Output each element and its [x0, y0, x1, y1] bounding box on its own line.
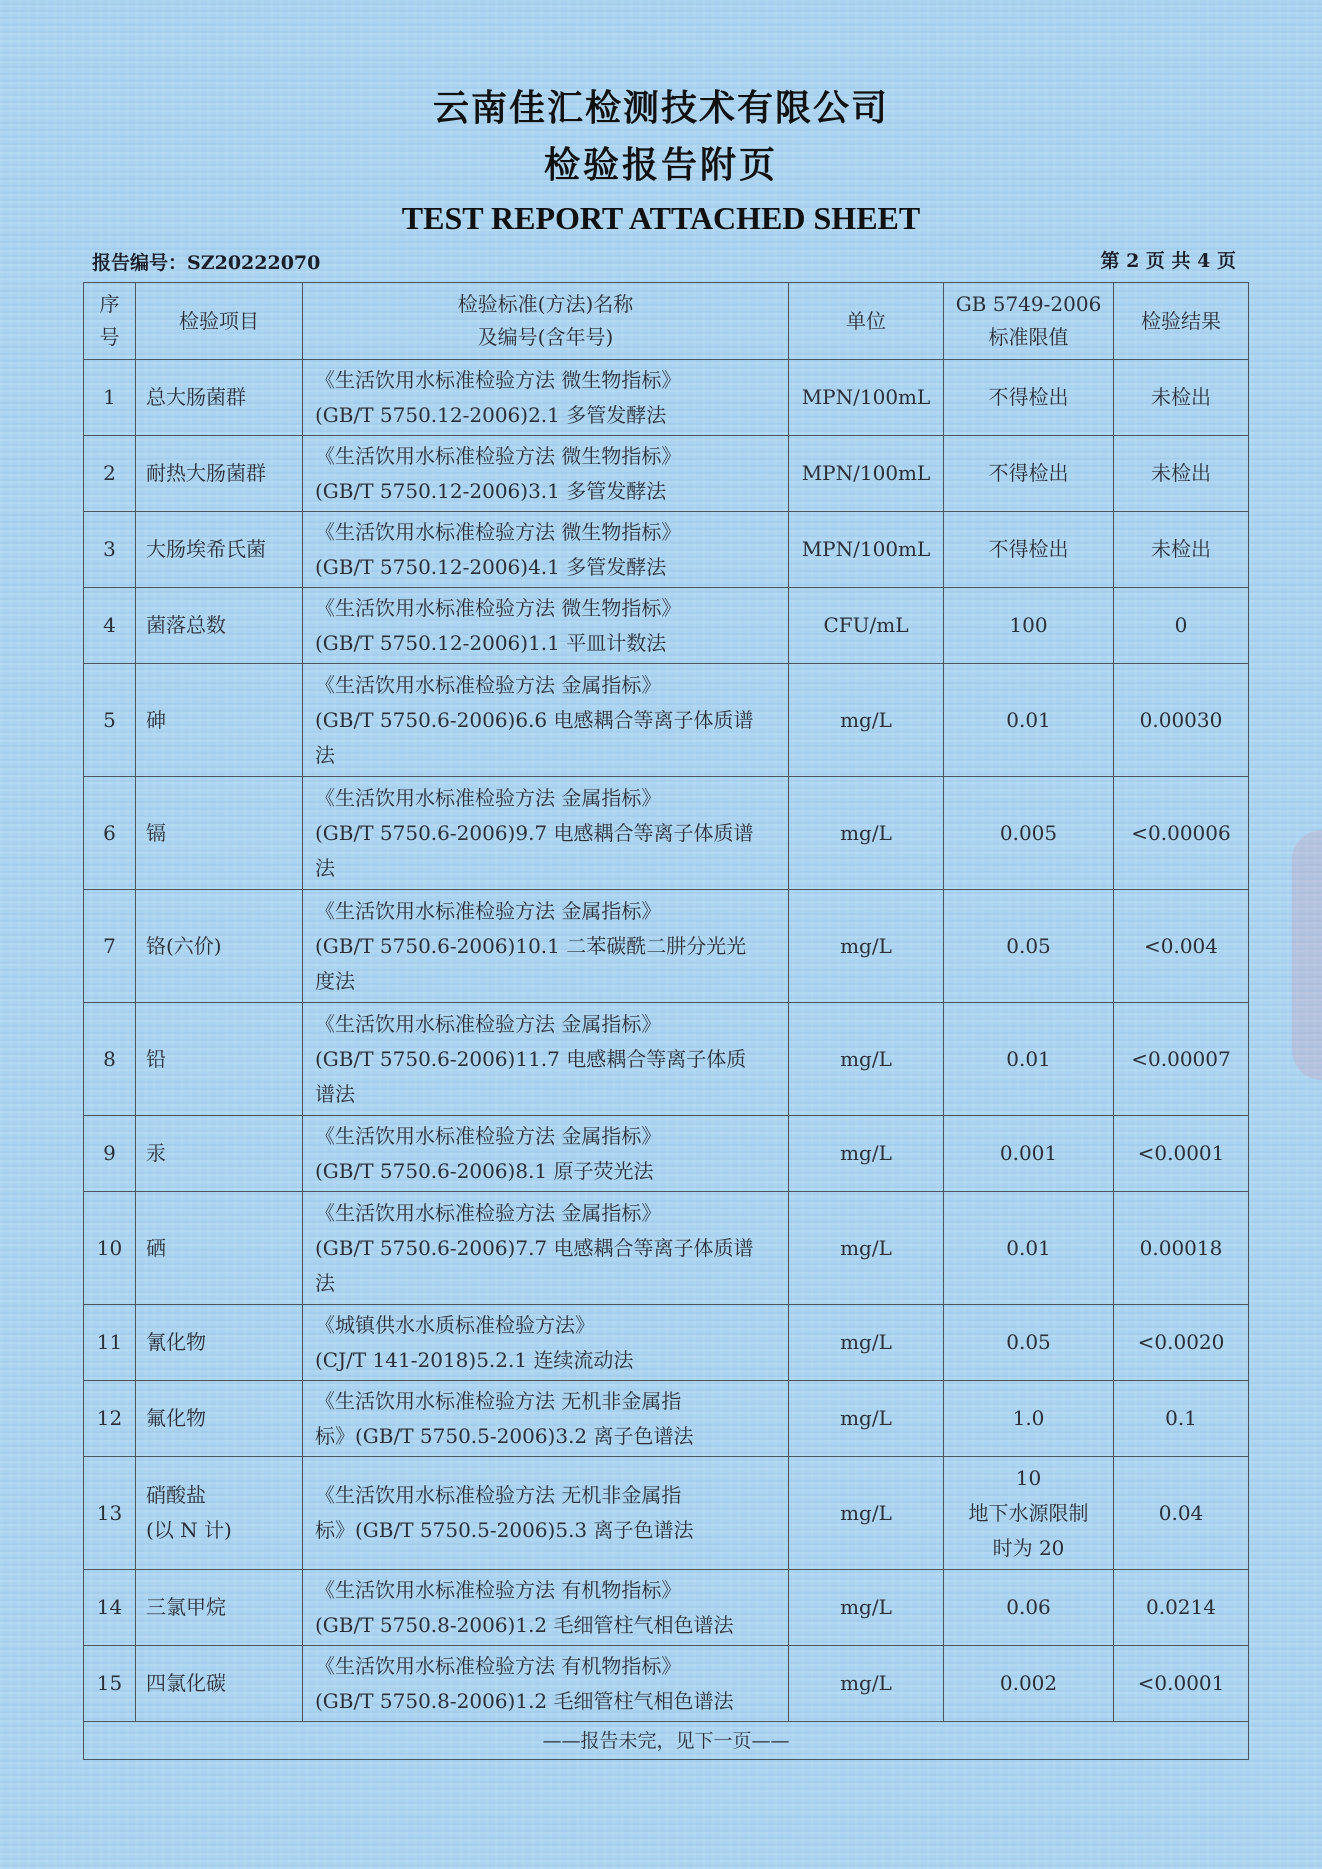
row-no: 11: [84, 1305, 136, 1381]
row-item: 三氯甲烷: [136, 1570, 303, 1646]
header-unit: 单位: [789, 283, 944, 360]
row-item: 氟化物: [136, 1381, 303, 1457]
row-item: 总大肠菌群: [136, 360, 303, 436]
table-row: [84, 1003, 1249, 1116]
row-no: 10: [84, 1192, 136, 1305]
header-no: 序 号: [84, 283, 136, 360]
row-result: <0.00006: [1114, 777, 1249, 890]
table-row: [84, 1570, 1249, 1646]
table-row: [84, 777, 1249, 890]
row-standard: 《生活饮用水标准检验方法 无机非金属指 标》(GB/T 5750.5-2006)5.3 离子色谱法: [303, 1457, 789, 1570]
row-standard: 《生活饮用水标准检验方法 金属指标》 (GB/T 5750.6-2006)11.7 电感耦合等离子体质 谱法: [303, 1003, 789, 1116]
row-no: 6: [84, 777, 136, 890]
page-title: 检验报告附页: [543, 144, 778, 186]
row-limit: 不得检出: [944, 360, 1114, 436]
page-indicator: 第 2 页 共 4 页: [1100, 250, 1236, 272]
table-row: [84, 1381, 1249, 1457]
row-standard: 《生活饮用水标准检验方法 微生物指标》 (GB/T 5750.12-2006)4.1 多管发酵法: [303, 512, 789, 588]
row-standard: 《城镇供水水质标准检验方法》 (CJ/T 141-2018)5.2.1 连续流动法: [303, 1305, 789, 1381]
row-item: 菌落总数: [136, 588, 303, 664]
row-result: 0.00030: [1114, 664, 1249, 777]
seal-stamp: [1292, 830, 1322, 1080]
row-unit: mg/L: [789, 1305, 944, 1381]
row-no: 12: [84, 1381, 136, 1457]
table-row: [84, 1646, 1249, 1722]
row-no: 15: [84, 1646, 136, 1722]
row-item: 硒: [136, 1192, 303, 1305]
row-unit: MPN/100mL: [789, 436, 944, 512]
row-limit: 100: [944, 588, 1114, 664]
row-item: 镉: [136, 777, 303, 890]
continuation-note: ——报告未完，见下一页——: [84, 1722, 1249, 1760]
row-no: 5: [84, 664, 136, 777]
row-item: 砷: [136, 664, 303, 777]
row-limit: 不得检出: [944, 436, 1114, 512]
row-limit: 0.001: [944, 1116, 1114, 1192]
row-standard: 《生活饮用水标准检验方法 有机物指标》 (GB/T 5750.8-2006)1.2 毛细管柱气相色谱法: [303, 1646, 789, 1722]
row-no: 9: [84, 1116, 136, 1192]
header-limit: GB 5749-2006 标准限值: [944, 283, 1114, 360]
table-footer-row: [84, 1722, 1249, 1760]
row-standard: 《生活饮用水标准检验方法 金属指标》 (GB/T 5750.6-2006)8.1 原子荧光法: [303, 1116, 789, 1192]
row-unit: mg/L: [789, 664, 944, 777]
row-unit: mg/L: [789, 1646, 944, 1722]
table-row: [84, 1457, 1249, 1570]
report-number-value: SZ20222070: [187, 252, 321, 274]
row-result: 0: [1114, 588, 1249, 664]
row-unit: MPN/100mL: [789, 360, 944, 436]
row-result: 未检出: [1114, 436, 1249, 512]
row-no: 14: [84, 1570, 136, 1646]
row-standard: 《生活饮用水标准检验方法 金属指标》 (GB/T 5750.6-2006)10.1 二苯碳酰二肼分光光 度法: [303, 890, 789, 1003]
row-result: <0.0020: [1114, 1305, 1249, 1381]
header-result: 检验结果: [1114, 283, 1249, 360]
row-limit: 0.01: [944, 1003, 1114, 1116]
row-result: 未检出: [1114, 512, 1249, 588]
row-no: 2: [84, 436, 136, 512]
row-limit: 0.01: [944, 1192, 1114, 1305]
row-result: 0.00018: [1114, 1192, 1249, 1305]
row-limit: 0.05: [944, 1305, 1114, 1381]
table-row: [84, 1305, 1249, 1381]
row-standard: 《生活饮用水标准检验方法 金属指标》 (GB/T 5750.6-2006)7.7 电感耦合等离子体质谱 法: [303, 1192, 789, 1305]
row-standard: 《生活饮用水标准检验方法 有机物指标》 (GB/T 5750.8-2006)1.2 毛细管柱气相色谱法: [303, 1570, 789, 1646]
row-unit: CFU/mL: [789, 588, 944, 664]
table-row: [84, 360, 1249, 436]
results-table: [83, 282, 1249, 1760]
row-result: 0.1: [1114, 1381, 1249, 1457]
row-limit: 0.005: [944, 777, 1114, 890]
row-limit: 0.01: [944, 664, 1114, 777]
row-result: 0.04: [1114, 1457, 1249, 1570]
row-standard: 《生活饮用水标准检验方法 微生物指标》 (GB/T 5750.12-2006)3.1 多管发酵法: [303, 436, 789, 512]
table-row: [84, 436, 1249, 512]
report-number-label: 报告编号：: [92, 252, 188, 274]
row-standard: 《生活饮用水标准检验方法 微生物指标》 (GB/T 5750.12-2006)2.1 多管发酵法: [303, 360, 789, 436]
row-limit: 0.06: [944, 1570, 1114, 1646]
header-standard: 检验标准(方法)名称 及编号(含年号): [303, 283, 789, 360]
row-limit: 10 地下水源限制 时为 20: [944, 1457, 1114, 1570]
row-standard: 《生活饮用水标准检验方法 微生物指标》 (GB/T 5750.12-2006)1.1 平皿计数法: [303, 588, 789, 664]
row-limit: 不得检出: [944, 512, 1114, 588]
row-limit: 0.05: [944, 890, 1114, 1003]
row-item: 汞: [136, 1116, 303, 1192]
row-result: <0.004: [1114, 890, 1249, 1003]
row-standard: 《生活饮用水标准检验方法 无机非金属指 标》(GB/T 5750.5-2006)3.2 离子色谱法: [303, 1381, 789, 1457]
table-row: [84, 890, 1249, 1003]
table-row: [84, 588, 1249, 664]
row-no: 13: [84, 1457, 136, 1570]
row-item: 四氯化碳: [136, 1646, 303, 1722]
row-limit: 1.0: [944, 1381, 1114, 1457]
row-item: 大肠埃希氏菌: [136, 512, 303, 588]
row-no: 3: [84, 512, 136, 588]
row-unit: mg/L: [789, 1381, 944, 1457]
row-item: 铅: [136, 1003, 303, 1116]
report-number: [92, 248, 320, 275]
row-result: 0.0214: [1114, 1570, 1249, 1646]
company-name: 云南佳汇检测技术有限公司: [432, 87, 889, 129]
header-item: 检验项目: [136, 283, 303, 360]
row-result: <0.0001: [1114, 1116, 1249, 1192]
row-unit: mg/L: [789, 1457, 944, 1570]
table-header-row: [84, 283, 1249, 360]
row-unit: mg/L: [789, 777, 944, 890]
table-row: [84, 1192, 1249, 1305]
row-item: 硝酸盐 (以 N 计): [136, 1457, 303, 1570]
table-row: [84, 1116, 1249, 1192]
table-row: [84, 512, 1249, 588]
row-no: 8: [84, 1003, 136, 1116]
row-no: 7: [84, 890, 136, 1003]
row-standard: 《生活饮用水标准检验方法 金属指标》 (GB/T 5750.6-2006)6.6 电感耦合等离子体质谱 法: [303, 664, 789, 777]
row-result: <0.0001: [1114, 1646, 1249, 1722]
row-item: 耐热大肠菌群: [136, 436, 303, 512]
row-no: 1: [84, 360, 136, 436]
row-item: 氰化物: [136, 1305, 303, 1381]
row-result: 未检出: [1114, 360, 1249, 436]
row-unit: MPN/100mL: [789, 512, 944, 588]
row-unit: mg/L: [789, 1116, 944, 1192]
row-unit: mg/L: [789, 1192, 944, 1305]
page-title-english: TEST REPORT ATTACHED SHEET: [401, 200, 921, 236]
row-unit: mg/L: [789, 1570, 944, 1646]
row-result: <0.00007: [1114, 1003, 1249, 1116]
row-limit: 0.002: [944, 1646, 1114, 1722]
row-no: 4: [84, 588, 136, 664]
row-standard: 《生活饮用水标准检验方法 金属指标》 (GB/T 5750.6-2006)9.7 电感耦合等离子体质谱 法: [303, 777, 789, 890]
row-item: 铬(六价): [136, 890, 303, 1003]
row-unit: mg/L: [789, 1003, 944, 1116]
table-row: [84, 664, 1249, 777]
row-unit: mg/L: [789, 890, 944, 1003]
